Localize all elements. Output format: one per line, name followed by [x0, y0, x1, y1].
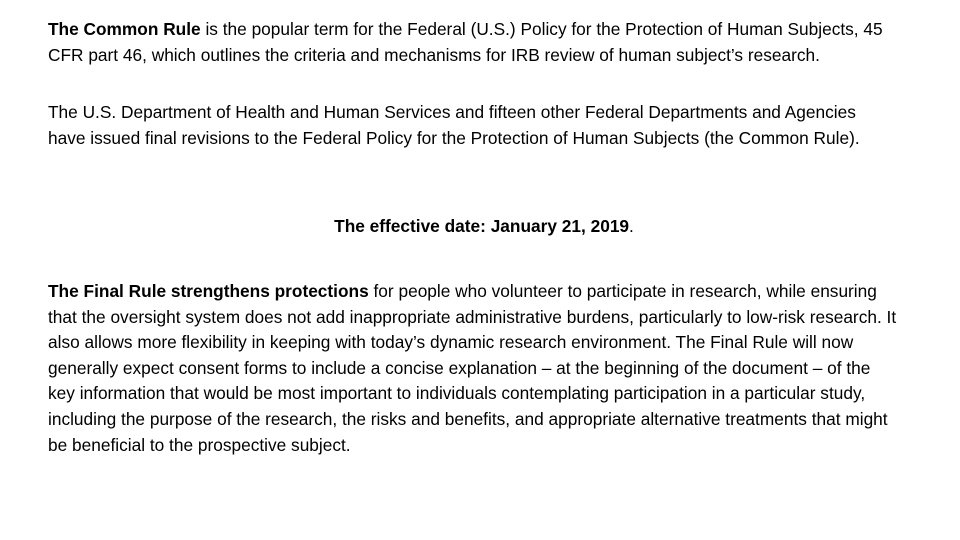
effective-date-value: January 21, 2019 [490, 216, 630, 236]
common-rule-term: The Common Rule [48, 19, 201, 39]
revisions-paragraph: The U.S. Department of Health and Human Services and fifteen other Federal Departments and Agencies have issued final revisions to the Federal Policy for the Protection of Human Subjects (the Common Rule). [48, 102, 860, 148]
final-rule-lead: The Final Rule strengthens protections [48, 281, 369, 301]
effective-date-period: . [629, 216, 634, 236]
final-rule-body: for people who volunteer to participate in research, while ensuring that the oversight system does not add inappropriate administrative burdens, particularly to low-risk research. It also allows more flexibility in keeping with today’s dynamic research environment. The Final Rule will now generally expect consent forms to include a concise explanation – at the beginning of the document – of the key information that would be most important to individuals contemplating participation in a particular study, including the purpose of the research, the risks and benefits, and appropriate alternative treatments that might be beneficial to the prospective subject. [48, 281, 897, 455]
final-rule-paragraph [48, 279, 898, 458]
common-rule-paragraph [48, 17, 888, 68]
effective-date-label: The effective date: [334, 216, 491, 236]
effective-date-paragraph [0, 214, 960, 240]
common-rule-definition: is the popular term for the Federal (U.S.) Policy for the Protection of Human Subjects, 45 CFR part 46, which outlines the criteria and mechanisms for IRB review of human subject’s research. [48, 19, 883, 65]
